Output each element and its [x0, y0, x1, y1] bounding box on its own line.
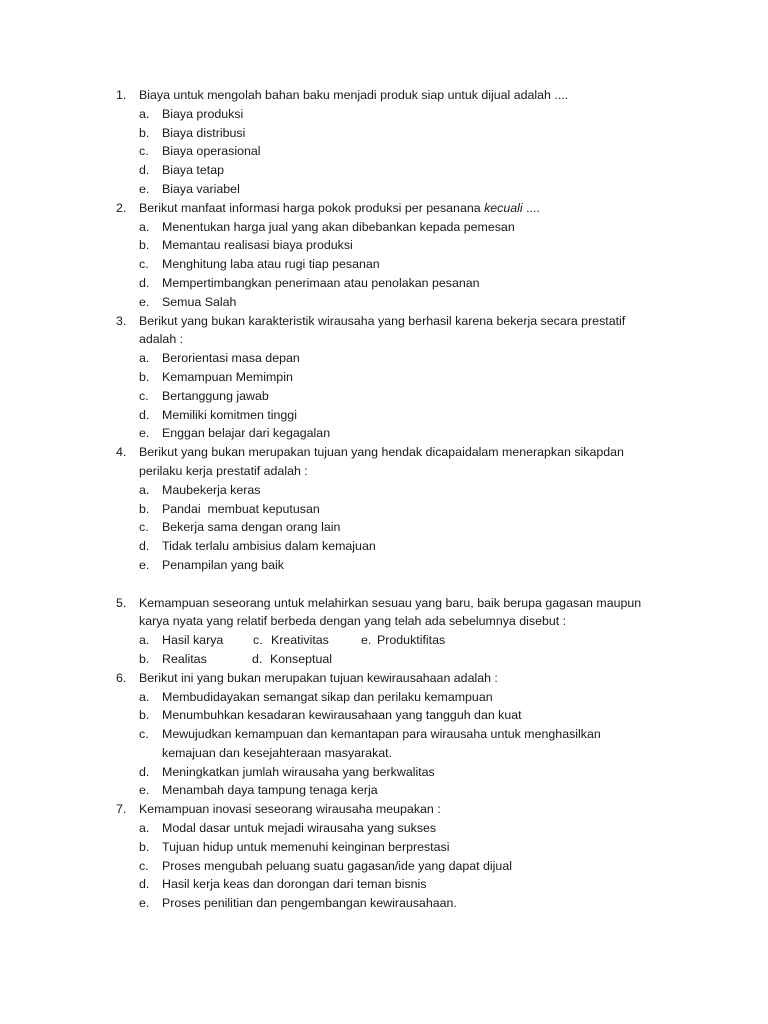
option-text: Biaya tetap	[162, 163, 224, 178]
option-text: Biaya variabel	[162, 181, 240, 196]
question-3	[0, 312, 768, 444]
question-line	[0, 312, 768, 331]
option-row	[0, 650, 768, 669]
question-number: 4.	[116, 445, 127, 460]
question-line	[0, 800, 768, 819]
option-letter: e.	[139, 896, 150, 911]
question-text-emphasis: kecuali	[484, 200, 523, 215]
option-e	[0, 894, 768, 913]
question-line-continued	[0, 462, 768, 481]
option-text: Tidak terlalu ambisius dalam kemajuan	[162, 539, 376, 554]
question-number: 3.	[116, 313, 127, 328]
question-4	[0, 443, 768, 575]
option-c-continued	[0, 744, 768, 763]
option-text: Menentukan harga jual yang akan dibebankan kepada pemesan	[162, 219, 515, 234]
option-letter: c.	[139, 520, 149, 535]
option-a	[0, 688, 768, 707]
option-text: Bekerja sama dengan orang lain	[162, 520, 341, 535]
question-line	[0, 199, 768, 218]
option-text: Memantau realisasi biaya produksi	[162, 238, 353, 253]
option-d	[0, 274, 768, 293]
option-text: Biaya operasional	[162, 144, 261, 159]
option-text: Proses penilitian dan pengembangan kewirausahaan.	[162, 896, 457, 911]
question-number: 5.	[116, 595, 127, 610]
option-d	[0, 763, 768, 782]
option-text: Pandai membuat keputusan	[162, 501, 320, 516]
option-text: Biaya produksi	[162, 106, 244, 121]
question-line-continued	[0, 330, 768, 349]
question-text: karya nyata yang relatif berbeda dengan yang telah ada sebelumnya disebut :	[139, 614, 567, 629]
option-letter: e.	[139, 294, 150, 309]
question-number: 6.	[116, 670, 127, 685]
option-e	[0, 180, 768, 199]
option-letter: c.	[253, 633, 263, 648]
question-number: 1.	[116, 88, 127, 102]
option-letter: b.	[139, 369, 150, 384]
option-letter: b.	[139, 651, 150, 666]
option-letter: b.	[139, 839, 150, 854]
question-text	[139, 199, 540, 218]
option-b	[0, 368, 768, 387]
option-row	[0, 631, 768, 650]
option-d	[0, 161, 768, 180]
option-letter: b.	[139, 708, 150, 723]
option-letter: d.	[139, 275, 150, 290]
document-page	[0, 86, 768, 913]
option-b	[0, 706, 768, 725]
option-d	[0, 406, 768, 425]
option-text: Semua Salah	[162, 294, 237, 309]
option-text: Hasil karya	[162, 633, 224, 648]
option-e	[0, 556, 768, 575]
option-letter: d.	[139, 764, 150, 779]
option-letter: e.	[139, 426, 150, 441]
option-letter: d.	[139, 539, 150, 554]
question-line	[0, 86, 768, 105]
option-text: Menumbuhkan kesadaran kewirausahaan yang tangguh dan kuat	[162, 708, 522, 723]
option-c	[0, 725, 768, 744]
option-e	[0, 424, 768, 443]
blank-line	[0, 575, 768, 594]
option-letter: a.	[139, 821, 150, 836]
option-letter: a.	[139, 482, 150, 497]
option-text: kemajuan dan kesejahteraan masyarakat.	[162, 745, 393, 760]
option-a	[0, 819, 768, 838]
option-letter: d.	[139, 877, 150, 892]
option-c	[0, 857, 768, 876]
question-text-part: ....	[522, 200, 540, 215]
option-letter: c.	[139, 388, 149, 403]
option-text: Maubekerja keras	[162, 482, 261, 497]
question-text: Berikut yang bukan merupakan tujuan yang hendak dicapaidalam menerapkan sikapdan	[139, 445, 624, 460]
option-text: Biaya distribusi	[162, 125, 246, 140]
option-text: Mempertimbangkan penerimaan atau penolakan pesanan	[162, 275, 480, 290]
option-c	[0, 255, 768, 274]
option-letter: e.	[139, 181, 150, 196]
option-a	[0, 105, 768, 124]
option-b	[0, 236, 768, 255]
option-d	[0, 875, 768, 894]
question-2	[0, 199, 768, 312]
question-text: Biaya untuk mengolah bahan baku menjadi produk siap untuk dijual adalah ....	[139, 88, 569, 102]
option-text: Mewujudkan kemampuan dan kemantapan para wirausaha untuk menghasilkan	[162, 727, 601, 742]
option-letter: c.	[139, 257, 149, 272]
option-b	[0, 838, 768, 857]
option-letter: a.	[139, 106, 150, 121]
option-c	[0, 387, 768, 406]
option-letter: e.	[361, 633, 372, 648]
question-text: adalah :	[139, 332, 184, 347]
option-text: Hasil kerja keas dan dorongan dari teman bisnis	[162, 877, 427, 892]
question-text: Kemampuan seseorang untuk melahirkan sesuau yang baru, baik berupa gagasan maupun	[139, 595, 642, 610]
option-c	[0, 142, 768, 161]
option-letter: d.	[139, 163, 150, 178]
question-7	[0, 800, 768, 913]
option-text: Enggan belajar dari kegagalan	[162, 426, 331, 441]
option-letter: d.	[252, 651, 263, 666]
question-number: 2.	[116, 200, 127, 215]
question-1	[0, 86, 768, 199]
option-text: Kreativitas	[271, 633, 329, 648]
option-text: Meningkatkan jumlah wirausaha yang berkwalitas	[162, 764, 435, 779]
option-text: Konseptual	[270, 651, 333, 666]
option-letter: c.	[139, 858, 149, 873]
option-e	[0, 781, 768, 800]
option-letter: a.	[139, 219, 150, 234]
option-b	[0, 124, 768, 143]
option-letter: a.	[139, 633, 150, 648]
option-d	[0, 537, 768, 556]
question-line	[0, 669, 768, 688]
option-letter: c.	[139, 727, 149, 742]
option-text: Membudidayakan semangat sikap dan perilaku kemampuan	[162, 689, 493, 704]
option-text: Bertanggung jawab	[162, 388, 269, 403]
option-letter: c.	[139, 144, 149, 159]
question-text-part: Berikut manfaat informasi harga pokok produksi per pesanana	[139, 200, 485, 215]
option-letter: e.	[139, 557, 150, 572]
question-text: perilaku kerja prestatif adalah :	[139, 463, 308, 478]
option-text: Kemampuan Memimpin	[162, 369, 293, 384]
question-text: Berikut ini yang bukan merupakan tujuan kewirausahaan adalah :	[139, 670, 498, 685]
option-text: Produktifitas	[377, 633, 446, 648]
option-letter: d.	[139, 407, 150, 422]
option-c	[0, 518, 768, 537]
question-line	[0, 594, 768, 613]
option-text: Modal dasar untuk mejadi wirausaha yang sukses	[162, 821, 437, 836]
option-text: Proses mengubah peluang suatu gagasan/ide yang dapat dijual	[162, 858, 512, 873]
option-text: Menghitung laba atau rugi tiap pesanan	[162, 257, 380, 272]
option-text: Realitas	[162, 651, 207, 666]
question-5	[0, 594, 768, 669]
question-text: Berikut yang bukan karakteristik wirausaha yang berhasil karena bekerja secara prestatif	[139, 313, 626, 328]
option-e	[0, 293, 768, 312]
question-line-continued	[0, 612, 768, 631]
option-text: Penampilan yang baik	[162, 557, 284, 572]
question-6	[0, 669, 768, 801]
option-a	[0, 349, 768, 368]
option-b	[0, 500, 768, 519]
option-letter: b.	[139, 501, 150, 516]
option-text: Tujuan hidup untuk memenuhi keinginan berprestasi	[162, 839, 450, 854]
option-letter: b.	[139, 238, 150, 253]
option-letter: e.	[139, 783, 150, 798]
option-text: Berorientasi masa depan	[162, 351, 300, 366]
option-text: Memiliki komitmen tinggi	[162, 407, 297, 422]
question-text: Kemampuan inovasi seseorang wirausaha meupakan :	[139, 802, 441, 817]
option-a	[0, 218, 768, 237]
option-letter: a.	[139, 351, 150, 366]
option-text: Menambah daya tampung tenaga kerja	[162, 783, 378, 798]
option-letter: b.	[139, 125, 150, 140]
option-a	[0, 481, 768, 500]
option-letter: a.	[139, 689, 150, 704]
question-number: 7.	[116, 802, 127, 817]
question-line	[0, 443, 768, 462]
